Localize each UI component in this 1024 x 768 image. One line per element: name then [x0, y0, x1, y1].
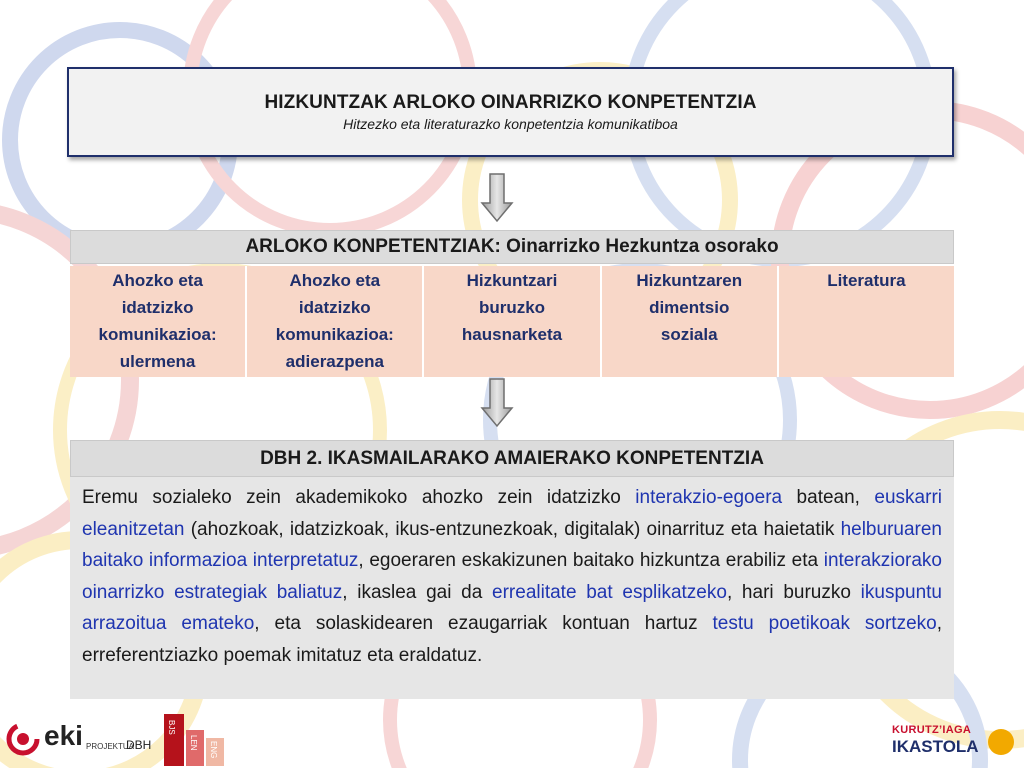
book-bjs: BJS [164, 714, 184, 766]
column-adierazpena: Ahozko eta idatzizko komunikazioa: adierazpena [247, 266, 424, 377]
column-hausnarketa: Hizkuntzari buruzko hausnarketa [424, 266, 601, 377]
desc-text: , eta solaskidearen ezaugarriak kontuan hartuz [254, 613, 713, 635]
kurutziaga-ikastola-logo: KURUTZ’IAGA IKASTOLA [892, 722, 1020, 762]
desc-highlight: errealitate bat esplikatzeko [492, 581, 727, 603]
kastola-emblem-icon [986, 727, 1016, 757]
desc-text: , egoeraren eskakizunen baitako hizkuntza erabiliz eta [358, 550, 824, 572]
dbh-label: DBH [126, 738, 152, 752]
desc-text: , ikaslea gai da [342, 581, 493, 603]
dbh-books [120, 712, 230, 768]
desc-highlight: interakziorako oinarrizko estrategiak baliatuz [82, 550, 942, 603]
arloko-header: ARLOKO KONPETENTZIAK: Oinarrizko Hezkuntza osorako [70, 230, 954, 264]
column-dimentsio-soziala: Hizkuntzaren dimentsio soziala [602, 266, 779, 377]
desc-text: Eremu sozialeko zein akademikoko ahozko zein idatzizko [82, 487, 636, 508]
dbh-header: DBH 2. IKASMAILARAKO AMAIERAKO KONPETENTZIA [70, 440, 954, 477]
down-arrow-icon [480, 378, 514, 428]
main-subtitle: Hitzezko eta literaturazko konpetentzia komunikatiboa [343, 116, 678, 132]
column-literatura: Literatura [779, 266, 954, 377]
desc-highlight: euskarri eleanitzetan [82, 487, 942, 540]
desc-highlight: ikuspuntu arrazoitua emateko [82, 581, 942, 635]
desc-text: (ahozkoak, idatzizkoak, ikus-entzunezkoak, digitalak) oinarrituz eta haietatik [184, 518, 841, 540]
desc-highlight: helburuaren baitako informazioa interpretatuz [82, 518, 942, 572]
desc-text: , hari buruzko [726, 581, 861, 603]
competence-columns [70, 266, 954, 377]
desc-text: batean, [782, 487, 875, 508]
main-title-box [67, 67, 954, 157]
column-ulermena: Ahozko eta idatzizko komunikazioa: ulermena [70, 266, 247, 377]
desc-highlight: interakzio-egoera [635, 487, 783, 508]
eki-logo: eki PROJEKTUA [6, 720, 126, 764]
book-eng: ENG [206, 738, 224, 766]
eki-swirl-icon [6, 722, 40, 756]
main-title: HIZKUNTZAK ARLOKO OINARRIZKO KONPETENTZIA [264, 92, 757, 113]
dbh-description [70, 477, 954, 699]
desc-highlight: testu poetikoak sortzeko [712, 613, 937, 635]
book-len: LEN [186, 730, 204, 766]
desc-text: , erreferentziazko poemak imitatuz eta eraldatuz. [82, 613, 942, 666]
down-arrow-icon [480, 173, 514, 223]
